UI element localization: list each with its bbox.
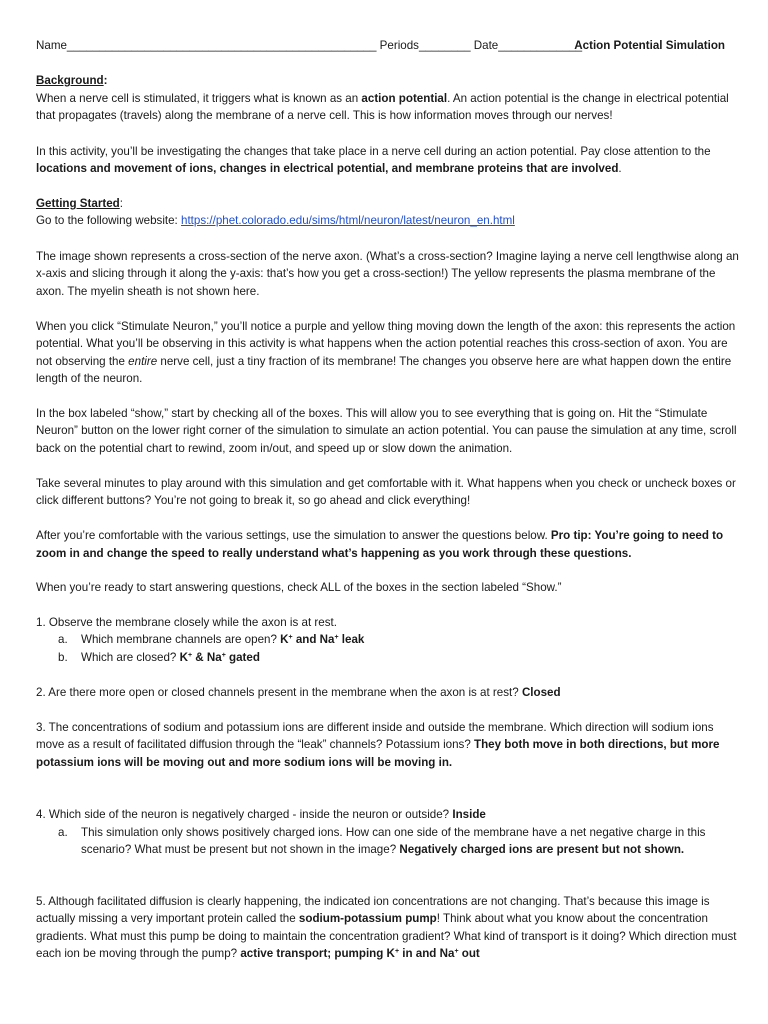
pro-tip-text: Pro tip: You’re going to need to bbox=[550, 529, 724, 542]
question-3-line-2 bbox=[36, 736, 719, 754]
emphasis-text: locations and movement of ions, changes in electrical potential, and membrane proteins that are involved bbox=[36, 162, 619, 175]
question-text: ! Think about what you know about the concentration bbox=[436, 912, 708, 925]
question-3-line-1: 3. The concentrations of sodium and potassium ions are different inside and outside the membrane. Which direction will sodium ions bbox=[36, 721, 714, 734]
question-4a-label: a. bbox=[58, 826, 68, 839]
question-text: Which membrane channels are open? bbox=[81, 633, 281, 646]
question-4 bbox=[36, 806, 486, 824]
question-text: scenario? What must be present but not shown in the image? bbox=[81, 843, 400, 856]
paragraph-3-line-1: In the box labeled “show,” start by checking all of the boxes. This will allow you to see everything that is going on. Hit the “Stimulate bbox=[36, 407, 708, 420]
paragraph-2-line-2: potential. What you’ll be observing in this activity is what happens when the action potential reaches this cross-section of axon. You are bbox=[36, 337, 728, 350]
italic-text: entire bbox=[128, 355, 158, 368]
superscript: + bbox=[288, 634, 293, 641]
paragraph-1-line-1: The image shown represents a cross-section of the nerve axon. (What’s a cross-section? Imagine laying a nerve cell lengthwise along an bbox=[36, 250, 739, 263]
getting-started-heading-text: Getting Started bbox=[36, 197, 120, 210]
question-text: each ion be moving through the pump? bbox=[36, 947, 241, 960]
answer-run: and Na bbox=[292, 633, 335, 646]
answer-text: Closed bbox=[521, 686, 561, 699]
background-line-4 bbox=[36, 160, 622, 178]
paragraph-5-line-1 bbox=[36, 527, 723, 545]
paragraph-2-line-4: length of the neuron. bbox=[36, 372, 143, 385]
question-text: 2. Are there more open or closed channels present in the membrane when the axon is at rest? bbox=[36, 686, 522, 699]
answer-text bbox=[280, 633, 364, 646]
text-run: nerve cell, just a tiny fraction of its membrane! The changes you observe here are what happen down the entire bbox=[157, 355, 732, 368]
answer-run: out bbox=[458, 947, 480, 960]
question-4a-line-1: This simulation only shows positively charged ions. How can one side of the membrane have a net negative charge in this bbox=[81, 826, 706, 839]
page-title: Action Potential Simulation bbox=[574, 39, 725, 52]
question-5-line-2 bbox=[36, 910, 708, 928]
answer-run: & Na bbox=[192, 651, 222, 664]
paragraph-3-line-3: back on the potential chart to rewind, zoom in/out, and speed up or slow down the animation. bbox=[36, 442, 513, 455]
answer-text: They both move in both directions, but more bbox=[474, 738, 720, 751]
text-run: When a nerve cell is stimulated, it triggers what is known as an bbox=[36, 92, 362, 105]
paragraph-3-line-2: Neuron” button on the lower right corner of the simulation to simulate an action potential. You can pause the simulation at any time, scroll bbox=[36, 424, 737, 437]
answer-run: K bbox=[280, 633, 289, 646]
action-potential-term: action potential bbox=[361, 92, 448, 105]
paragraph-6: When you’re ready to start answering questions, check ALL of the boxes in the section labeled “Show.” bbox=[36, 581, 562, 594]
superscript: + bbox=[187, 652, 193, 659]
superscript: + bbox=[221, 652, 226, 659]
answer-text bbox=[240, 947, 479, 960]
background-heading bbox=[36, 72, 108, 90]
superscript: + bbox=[454, 948, 459, 955]
background-heading-colon: : bbox=[103, 74, 108, 87]
background-line-3: In this activity, you’ll be investigating the changes that take place in a nerve cell during an action potential. Pay close attention to the bbox=[36, 145, 711, 158]
paragraph-2-line-3 bbox=[36, 353, 731, 371]
website-label: Go to the following website: bbox=[36, 214, 182, 227]
answer-run: leak bbox=[338, 633, 365, 646]
name-period-date-line: Name________________________________________________ Periods________ Date_____________ bbox=[36, 39, 583, 52]
background-line-1 bbox=[36, 90, 729, 108]
answer-text: Negatively charged ions are present but not shown. bbox=[399, 843, 685, 856]
answer-run: gated bbox=[225, 651, 260, 664]
question-3-line-3: potassium ions will be moving out and more sodium ions will be moving in. bbox=[36, 756, 453, 769]
answer-text: Inside bbox=[452, 808, 486, 821]
question-1b bbox=[81, 649, 260, 667]
simulation-link[interactable]: https://phet.colorado.edu/sims/html/neuron/latest/neuron_en.html bbox=[181, 214, 515, 227]
question-text: 4. Which side of the neuron is negatively charged - inside the neuron or outside? bbox=[36, 808, 453, 821]
background-heading-text: Background bbox=[36, 74, 104, 87]
sodium-potassium-pump-term: sodium-potassium pump bbox=[298, 912, 437, 925]
paragraph-1-line-2: x-axis and slicing through it along the y-axis: that’s how you get a cross-section!) The yellow represents the plasma membrane of the bbox=[36, 267, 716, 280]
getting-started-colon: : bbox=[119, 197, 123, 210]
question-5-line-4 bbox=[36, 945, 480, 963]
text-run: After you’re comfortable with the various settings, use the simulation to answer the questions below. bbox=[36, 529, 551, 542]
website-line bbox=[36, 212, 515, 230]
getting-started-heading bbox=[36, 195, 123, 213]
paragraph-5-line-2: zoom in and change the speed to really understand what’s happening as you work through these questions. bbox=[36, 547, 632, 560]
paragraph-4-line-1: Take several minutes to play around with this simulation and get comfortable with it. What happens when you check or uncheck boxes or bbox=[36, 477, 736, 490]
question-1a bbox=[81, 631, 364, 649]
question-2 bbox=[36, 684, 561, 702]
question-4a-line-2 bbox=[81, 841, 684, 859]
paragraph-4-line-2: click different buttons? You’re not going to break it, so go ahead and click everything! bbox=[36, 494, 471, 507]
question-text: actually missing a very important protein called the bbox=[36, 912, 299, 925]
question-1b-label: b. bbox=[58, 651, 68, 664]
paragraph-2-line-1: When you click “Stimulate Neuron,” you’ll notice a purple and yellow thing moving down the length of the axon: this represents the action bbox=[36, 320, 736, 333]
question-1a-label: a. bbox=[58, 633, 68, 646]
paragraph-1-line-3: axon. The myelin sheath is not shown here. bbox=[36, 285, 260, 298]
text-run: . An action potential is the change in electrical potential bbox=[447, 92, 729, 105]
question-5-line-3: gradients. What must this pump be doing to maintain the concentration gradient? What kind of transport is it doing? Which direction must bbox=[36, 930, 737, 943]
background-line-2: that propagates (travels) along the membrane of a nerve cell. This is how information moves through our nerves! bbox=[36, 109, 613, 122]
answer-run: K bbox=[179, 651, 188, 664]
question-5-line-1: 5. Although facilitated diffusion is clearly happening, the indicated ion concentrations are not changing. That’s because this image is bbox=[36, 895, 710, 908]
question-text: Which are closed? bbox=[81, 651, 180, 664]
text-run: . bbox=[618, 162, 622, 175]
superscript: + bbox=[394, 948, 400, 955]
superscript: + bbox=[334, 634, 339, 641]
question-text: move as a result of facilitated diffusion through the “leak” channels? Potassium ions? bbox=[36, 738, 475, 751]
question-1: 1. Observe the membrane closely while the axon is at rest. bbox=[36, 616, 337, 629]
text-run: not observing the bbox=[36, 355, 129, 368]
answer-run: active transport; pumping K bbox=[240, 947, 395, 960]
answer-run: in and Na bbox=[399, 947, 455, 960]
answer-text bbox=[180, 651, 260, 664]
